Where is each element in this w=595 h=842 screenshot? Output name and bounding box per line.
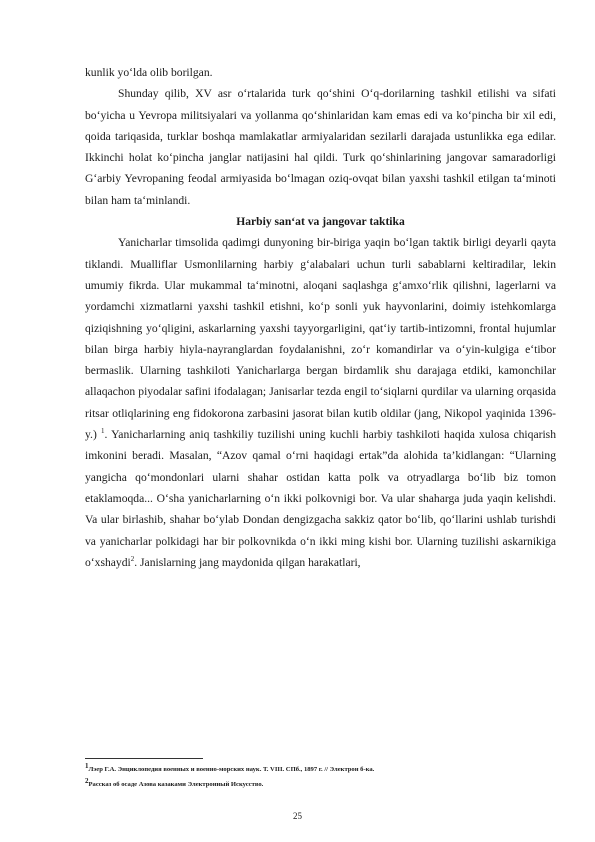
body-text xyxy=(85,62,556,573)
paragraph: Shunday qilib, XV asr o‘rtalarida turk qo‘shini O‘q-dorilarning tashkil etilishi va sifati bo‘yicha u Yevropa militsiyalari va yollanma qo‘shinlaridan kam emas edi va ko‘pincha bir xil edi, qoida tariqasida, turklar boshqa mamlakatlar armiyalaridan sezilarli darajada ustunlikka ega edilar. Ikkinchi holat ko‘pincha janglar natijasini hal qildi. Turk qo‘shinlarining jangovar samaradorligi G‘arbiy Yevropaning feodal armiyasida bo‘lmagan oziq-ovqat bilan yaxshi tashkil etilgan ta‘minoti bilan ham ta‘minlandi. xyxy=(85,87,556,207)
footnote-text: Лэер Г.А. Энциклопедия военных и военно-морских наук. Т. VIII. СПб., 1897 г. // Электрон б-ка. xyxy=(88,766,375,773)
paragraph xyxy=(85,232,556,573)
footnote-ref-2: 2 xyxy=(130,554,135,563)
footnote-ref-1: 1 xyxy=(100,427,105,436)
section-heading: Harbiy san‘at va jangovar taktika xyxy=(236,215,405,229)
paragraph-text: . Yanicharlarning aniq tashkiliy tuzilishi uning kuchli harbiy tashkiloti haqida xulosa chiqarish imkonini beradi. Masalan, “Azov qamal o‘rni haqidagi ertak”da alohida ta’kidlangan: “Ularning yangicha qo‘mondonlari ularni shahar ostidan katta polk va otryadlarga bo‘lib biz tomon etaklamoqda... O‘sha yanicharlarning o‘n ikki polkovnigi bor. Va ular shaharga juda yaqin kelishdi. Va ular birlashib, shahar bo‘ylab Dondan dengizgacha sakkiz qator bo‘lib, qo‘llarini ushlab turishdi va yanicharlar polkidagi har bir polkovnikda o‘n ikki ming kishi bor. Ularning tuzilishi askarnikiga o‘xshaydi xyxy=(85,428,556,569)
paragraph-continuation: kunlik yo‘lda olib borilgan. xyxy=(85,66,213,79)
footnote xyxy=(85,777,556,792)
footnote-divider xyxy=(85,758,203,759)
footnote-text: Рассказ об осаде Азова казаками Электронный Искусство. xyxy=(88,781,264,788)
page-number: 25 xyxy=(293,811,302,821)
footnote-mark: 1 xyxy=(85,761,89,770)
footnote xyxy=(85,762,556,777)
footnote-mark: 2 xyxy=(85,776,89,785)
paragraph-text: . Janislarning jang maydonida qilgan harakatlari, xyxy=(134,555,361,569)
footnotes xyxy=(85,762,556,792)
paragraph-text: Yanicharlar timsolida qadimgi dunyoning bir-biriga yaqin bo‘lgan taktik birligi deyarli qayta tiklandi. Mualliflar Usmonlilarning harbiy g‘alabalari uchun turli sabablarni keltiradilar, lekin umumiy fikrda. Ular mukammal ta‘minotni, aloqani saqlashga g‘amxo‘rlik qilishni, lagerlarni va yordamchi xizmatlarni yaxshi tashkil etishni, ko‘p sonli yuk hayvonlarini, doimiy istehkomlarga qiziqishning yo‘qligini, askarlarning yaxshi tayyorgarligini, qat‘iy tartib-intizomni, frontal hujumlar bilan birga harbiy hiyla-nayranglardan foydalanishni, zo‘r komandirlar va o‘yin-kulgiga e‘tibor bermaslik. Ularning tashkiloti Yanicharlarga bergan birdamlik shu darajaga etdiki, kamonchilar allaqachon piyodalar safini ifodalagan; Janisarlar tezda engil to‘siqlarni qurdilar va ularning orqasida ritsar otliqlarining eng fidokorona zarbasini jasorat bilan kutib oldilar (jang, Nikopol yaqinida 1396-y.) xyxy=(85,236,556,442)
